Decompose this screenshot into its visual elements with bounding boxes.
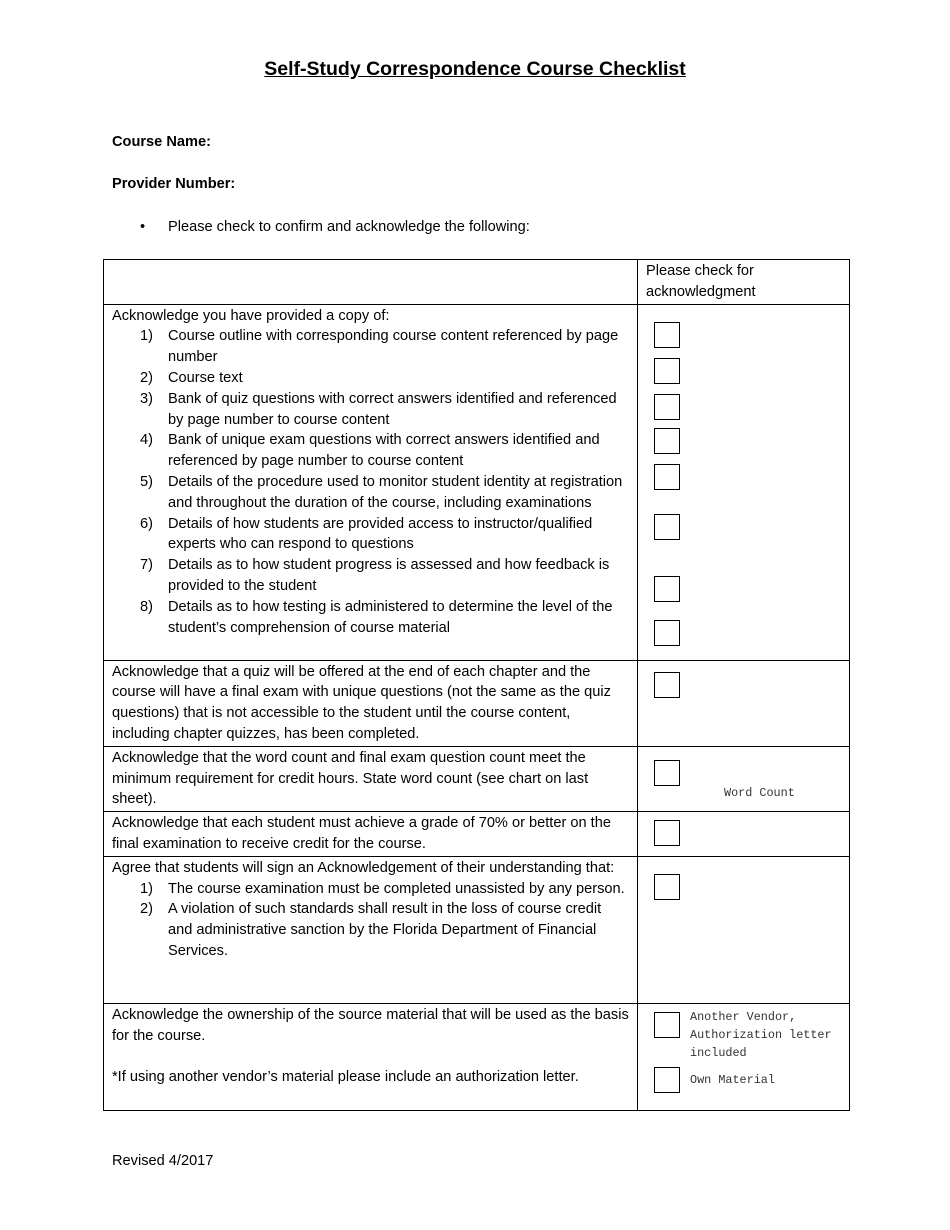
row-note: *If using another vendor’s material please include an authorization letter.	[112, 1069, 579, 1086]
list-item: 3) Bank of quiz questions with correct answers identified and referenced by page number to course content	[140, 390, 617, 428]
list-item: 2) Course text	[140, 369, 243, 386]
list-item: 4) Bank of unique exam questions with correct answers identified and referenced by page number to course content	[140, 432, 600, 470]
bullet-icon: •	[140, 219, 146, 235]
list-item: 8) Details as to how testing is administered to determine the level of the student’s comprehension of course material	[140, 598, 613, 636]
list-item: 1) The course examination must be completed unassisted by any person.	[140, 880, 625, 897]
header-left-cell	[104, 260, 638, 305]
checkbox-student-acknowledgement[interactable]	[654, 874, 680, 900]
table-row	[104, 1003, 850, 1110]
checkbox-quiz-exam[interactable]	[654, 672, 680, 698]
checkbox-own-material[interactable]	[654, 1067, 680, 1093]
course-name-label: Course Name:	[112, 134, 211, 150]
list-item: 2) A violation of such standards shall result in the loss of course credit and administrative sanction by the Florida Department of Financial Services.	[140, 901, 602, 959]
checklist-table	[103, 259, 850, 1111]
table-row	[104, 660, 850, 746]
checkbox-quiz-bank[interactable]	[654, 394, 680, 420]
checkbox-course-text[interactable]	[654, 358, 680, 384]
row-text: Acknowledge that a quiz will be offered at the end of each chapter and the course will have a final exam with unique questions (not the same as the quiz questions) that is not accessible to the student until the course content, including chapter quizzes, has been completed.	[112, 663, 611, 742]
list-item: 7) Details as to how student progress is assessed and how feedback is provided to the student	[140, 557, 610, 594]
table-header-row	[104, 260, 850, 305]
checkbox-passing-grade[interactable]	[654, 820, 680, 846]
table-row	[104, 856, 850, 1003]
row-text: Acknowledge that the word count and final exam question count meet the minimum requirement for credit hours. State word count (see chart on last sheet).	[112, 749, 589, 808]
instruction-text: Please check to confirm and acknowledge the following:	[168, 219, 530, 235]
checkbox-word-count[interactable]	[654, 760, 680, 786]
item-list	[112, 879, 629, 962]
checkbox-exam-bank[interactable]	[654, 428, 680, 454]
row-intro: Agree that students will sign an Acknowledgement of their understanding that:	[112, 859, 615, 876]
checkbox-course-outline[interactable]	[654, 322, 680, 348]
own-material-label: Own Material	[690, 1072, 775, 1087]
checkbox-instructor-access[interactable]	[654, 514, 680, 540]
word-count-label: Word Count	[724, 785, 795, 800]
checkbox-testing-administration[interactable]	[654, 620, 680, 646]
another-vendor-label: Another Vendor, Authorization letter included	[690, 1009, 832, 1060]
list-item: 5) Details of the procedure used to monitor student identity at registration and throughout the duration of the course, including examinations	[140, 473, 623, 511]
provider-number-label: Provider Number:	[112, 176, 236, 192]
revised-date: Revised 4/2017	[112, 1153, 214, 1169]
table-row	[104, 812, 850, 857]
header-right-cell	[638, 260, 850, 305]
item-list	[112, 326, 629, 638]
checkbox-another-vendor[interactable]	[654, 1012, 680, 1038]
table-row	[104, 304, 850, 660]
row-text: Acknowledge the ownership of the source material that will be used as the basis for the course.	[112, 1006, 629, 1044]
checkbox-progress-feedback[interactable]	[654, 576, 680, 602]
checkbox-identity-procedure[interactable]	[654, 464, 680, 490]
row-intro: Acknowledge you have provided a copy of:	[112, 307, 390, 324]
acknowledgment-header: Please check for acknowledgment	[646, 263, 756, 300]
list-item: 1) Course outline with corresponding course content referenced by page number	[140, 328, 619, 366]
row-text: Acknowledge that each student must achieve a grade of 70% or better on the final examination to receive credit for the course.	[112, 815, 611, 852]
list-item: 6) Details of how students are provided access to instructor/qualified experts who can respond to questions	[140, 515, 593, 553]
table-row	[104, 746, 850, 811]
document-title: Self-Study Correspondence Course Checklist	[264, 58, 686, 80]
instruction-bullet	[140, 219, 530, 235]
